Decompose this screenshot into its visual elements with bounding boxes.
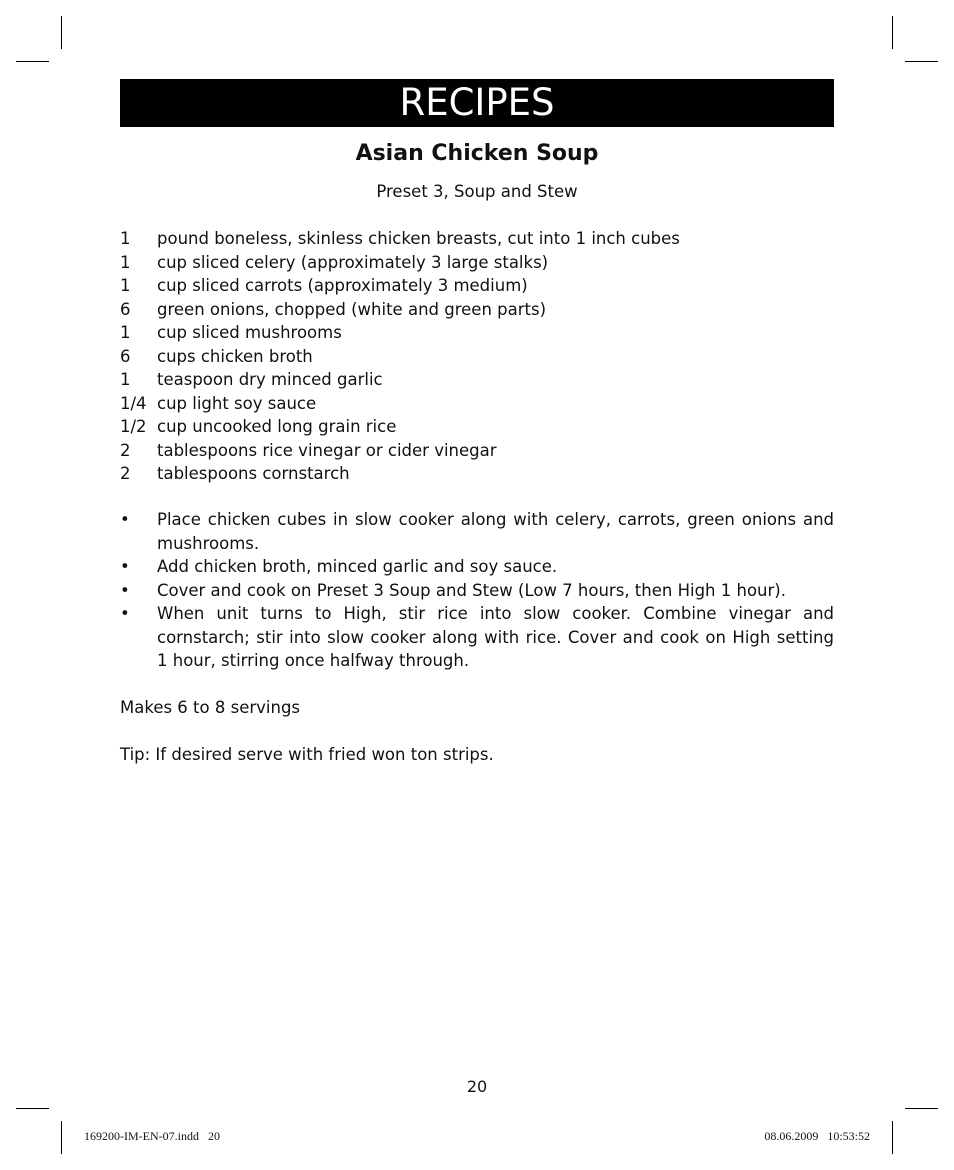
crop-mark	[892, 1121, 893, 1154]
print-slug-file: 169200-IM-EN-07.indd 20	[84, 1129, 220, 1143]
ingredient-item	[120, 321, 834, 345]
ingredient-qty: 2	[120, 464, 131, 483]
ingredient-text: tablespoons cornstarch	[157, 464, 350, 483]
crop-mark	[905, 61, 938, 62]
crop-mark	[61, 16, 62, 49]
instruction-item	[120, 508, 834, 555]
ingredient-item	[120, 298, 834, 322]
ingredient-text: green onions, chopped (white and green parts)	[157, 299, 547, 319]
ingredient-qty: 6	[120, 346, 131, 366]
crop-mark	[61, 1121, 62, 1154]
ingredient-item	[120, 439, 834, 463]
crop-mark	[905, 1108, 938, 1109]
ingredient-item	[120, 462, 834, 486]
ingredient-qty: 1	[120, 323, 131, 342]
ingredient-list	[120, 227, 834, 486]
ingredient-text: cup sliced mushrooms	[157, 323, 342, 342]
instruction-text: When unit turns to High, stir rice into slow cooker. Combine vinegar and cornstarch; stir into slow cooker along with rice. Cover and cook on High setting 1 hour, stirring once halfway through.	[157, 604, 834, 670]
ingredient-qty: 1/2	[120, 417, 147, 436]
ingredient-item	[120, 251, 834, 275]
bullet-icon: •	[120, 580, 130, 600]
ingredient-text: cup sliced celery (approximately 3 large stalks)	[157, 252, 549, 272]
ingredient-item	[120, 274, 834, 298]
ingredient-text: cup sliced carrots (approximately 3 medium)	[157, 276, 528, 295]
ingredient-item	[120, 368, 834, 392]
tip-note: Tip: If desired serve with fried won ton strips.	[120, 745, 494, 764]
ingredient-item	[120, 415, 834, 439]
ingredient-item	[120, 392, 834, 416]
crop-mark	[16, 1108, 49, 1109]
ingredient-qty: 1	[120, 229, 131, 248]
ingredient-text: cup uncooked long grain rice	[157, 417, 397, 436]
print-slug-timestamp: 08.06.2009 10:53:52	[764, 1129, 870, 1143]
crop-mark	[16, 61, 49, 62]
bullet-icon: •	[120, 510, 130, 529]
ingredient-qty: 1	[120, 370, 131, 389]
ingredient-text: tablespoons rice vinegar or cider vinegar	[157, 440, 497, 460]
ingredient-text: cups chicken broth	[157, 346, 313, 366]
servings-note: Makes 6 to 8 servings	[120, 698, 301, 717]
bullet-icon: •	[120, 557, 130, 576]
preset-subtitle: Preset 3, Soup and Stew	[376, 182, 578, 201]
ingredient-text: pound boneless, skinless chicken breasts, cut into 1 inch cubes	[157, 229, 680, 248]
instruction-text: Cover and cook on Preset 3 Soup and Stew (Low 7 hours, then High 1 hour).	[157, 580, 786, 600]
ingredient-qty: 6	[120, 299, 131, 319]
ingredient-text: cup light soy sauce	[157, 393, 317, 413]
instruction-text: Place chicken cubes in slow cooker along with celery, carrots, green onions and mushrooms.	[157, 510, 834, 553]
instruction-item	[120, 579, 834, 603]
recipe-title: Asian Chicken Soup	[355, 141, 599, 166]
ingredient-qty: 2	[120, 440, 131, 460]
ingredient-item	[120, 345, 834, 369]
section-header: RECIPES	[120, 79, 834, 127]
ingredient-text: teaspoon dry minced garlic	[157, 370, 383, 389]
instruction-item	[120, 602, 834, 673]
instruction-item	[120, 555, 834, 579]
instruction-text: Add chicken broth, minced garlic and soy sauce.	[157, 557, 558, 576]
ingredient-qty: 1	[120, 276, 131, 295]
ingredient-qty: 1	[120, 252, 131, 272]
instruction-list	[120, 508, 834, 673]
ingredient-qty: 1/4	[120, 393, 147, 413]
page-number: 20	[466, 1077, 488, 1096]
ingredient-item	[120, 227, 834, 251]
crop-mark	[892, 16, 893, 49]
bullet-icon: •	[120, 604, 130, 623]
